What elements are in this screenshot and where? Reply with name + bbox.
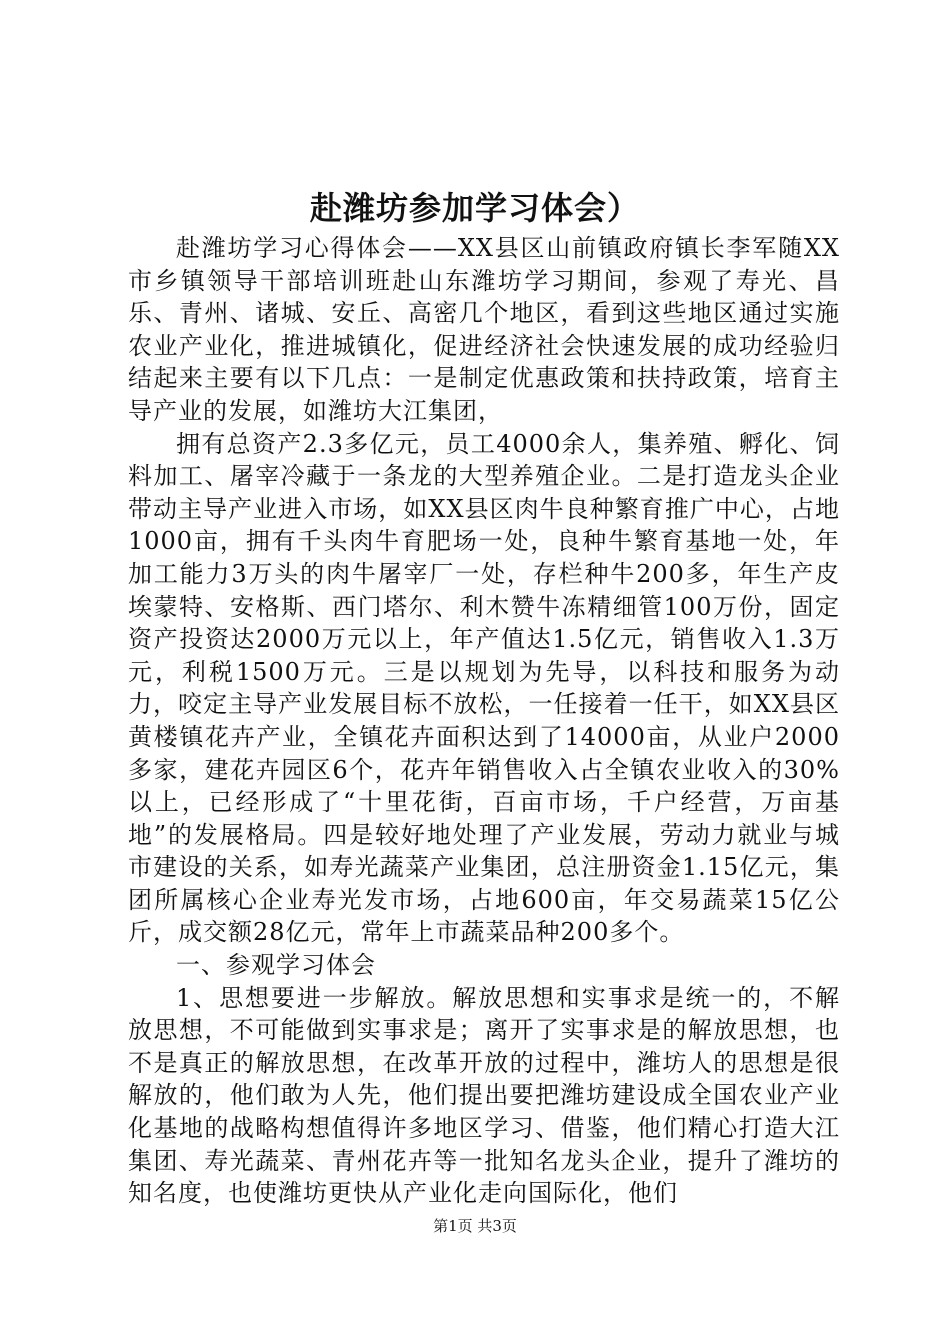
document-body bbox=[128, 232, 840, 1210]
paragraph-intro: 赴潍坊学习心得体会——XX县区山前镇政府镇长李军随XX市乡镇领导干部培训班赴山东潍坊学习期间，参观了寿光、昌乐、青州、诸城、安丘、高密几个地区，看到这些地区通过实施农业产业化，推进城镇化，促进经济社会快速发展的成功经验归结起来主要有以下几点：一是制定优惠政策和扶持政策，培育主导产业的发展，如潍坊大江集团， bbox=[128, 234, 840, 425]
paragraph-point-1: 1、思想要进一步解放。解放思想和实事求是统一的，不解放思想，不可能做到实事求是；离开了实事求是的解放思想，也不是真正的解放思想，在改革开放的过程中，潍坊人的思想是很解放的，他们敢为人先，他们提出要把潍坊建设成全国农业产业化基地的战略构想值得许多地区学习、借鉴，他们精心打造大江集团、寿光蔬菜、青州花卉等一批知名龙头企业，提升了潍坊的知名度，也使潍坊更快从产业化走向国际化，他们 bbox=[128, 983, 840, 1208]
paragraph-details: 拥有总资产2.3多亿元，员工4000余人，集养殖、孵化、饲料加工、屠宰冷藏于一条龙的大型养殖企业。二是打造龙头企业带动主导产业进入市场，如XX县区肉牛良种繁育推广中心，占地1000亩，拥有千头肉牛育肥场一处，良种牛繁育基地一处，年加工能力3万头的肉牛屠宰厂一处，存栏种牛200多，年生产皮埃蒙特、安格斯、西门塔尔、利木赞牛冻精细管100万份，固定资产投资达2000万元以上，年产值达1.5亿元，销售收入1.3万元，利税1500万元。三是以规划为先导，以科技和服务为动力，咬定主导产业发展目标不放松，一任接着一任干，如XX县区黄楼镇花卉产业，全镇花卉面积达到了14000亩，从业户2000多家，建花卉园区6个，花卉年销售收入占全镇农业收入的30%以上，已经形成了“十里花街，百亩市场，千户经营，万亩基地”的发展格局。四是较好地处理了产业发展，劳动力就业与城市建设的关系，如寿光蔬菜产业集团，总注册资金1.15亿元，集团所属核心企业寿光发市场，占地600亩，年交易蔬菜15亿公斤，成交额28亿元，常年上市蔬菜品种200多个。 bbox=[128, 429, 840, 947]
document-title: 赴潍坊参加学习体会） bbox=[309, 189, 640, 227]
page-footer: 第1页 共3页 bbox=[433, 1217, 517, 1235]
section-heading: 一、参观学习体会 bbox=[176, 951, 376, 980]
